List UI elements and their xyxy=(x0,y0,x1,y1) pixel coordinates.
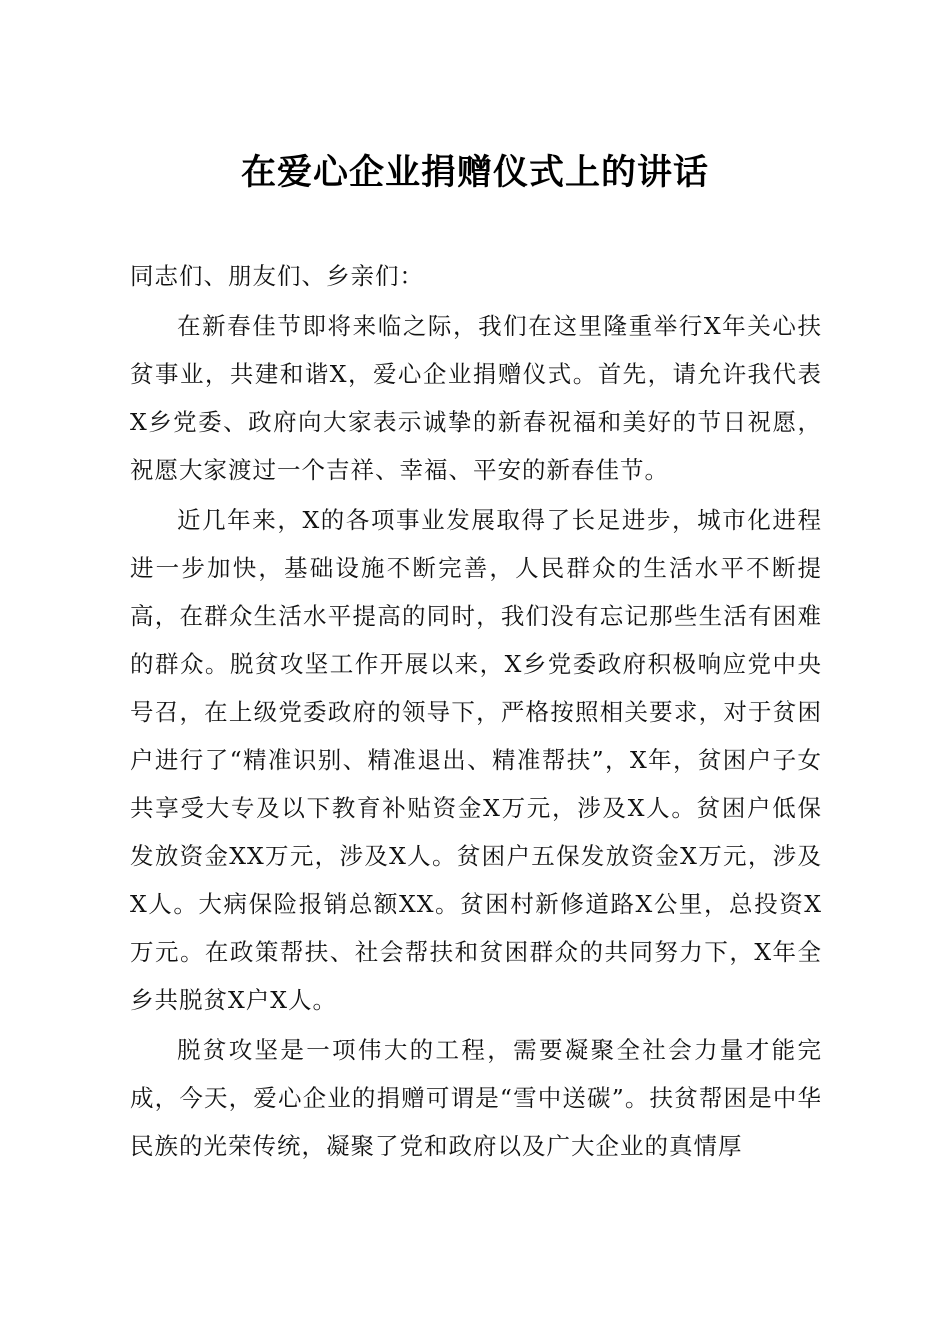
paragraph-1: 在新春佳节即将来临之际，我们在这里隆重举行X年关心扶贫事业，共建和谐X，爱心企业捐赠仪式。首先，请允许我代表X乡党委、政府向大家表示诚挚的新春祝福和美好的节日祝愿，祝愿大家渡过一个吉祥、幸福、平安的新春佳节。 xyxy=(130,312,822,484)
document-body xyxy=(130,252,822,1172)
salutation: 同志们、朋友们、乡亲们： xyxy=(130,262,424,290)
paragraph-3: 脱贫攻坚是一项伟大的工程，需要凝聚全社会力量才能完成，今天，爱心企业的捐赠可谓是“雪中送碳”。扶贫帮困是中华民族的光荣传统，凝聚了党和政府以及广大企业的真情厚 xyxy=(130,1036,822,1160)
paragraph-2: 近几年来，X的各项事业发展取得了长足进步，城市化进程进一步加快，基础设施不断完善，人民群众的生活水平不断提高，在群众生活水平提高的同时，我们没有忘记那些生活有困难的群众。脱贫攻坚工作开展以来，X乡党委政府积极响应党中央号召，在上级党委政府的领导下，严格按照相关要求，对于贫困户进行了“精准识别、精准退出、精准帮扶”，X年，贫困户子女共享受大专及以下教育补贴资金X万元，涉及X人。贫困户低保发放资金XX万元，涉及X人。贫困户五保发放资金X万元，涉及X人。大病保险报销总额XX。贫困村新修道路X公里，总投资X万元。在政策帮扶、社会帮扶和贫困群众的共同努力下，X年全乡共脱贫X户X人。 xyxy=(130,506,822,1014)
document-title: 在爱心企业捐赠仪式上的讲话 xyxy=(240,152,709,193)
